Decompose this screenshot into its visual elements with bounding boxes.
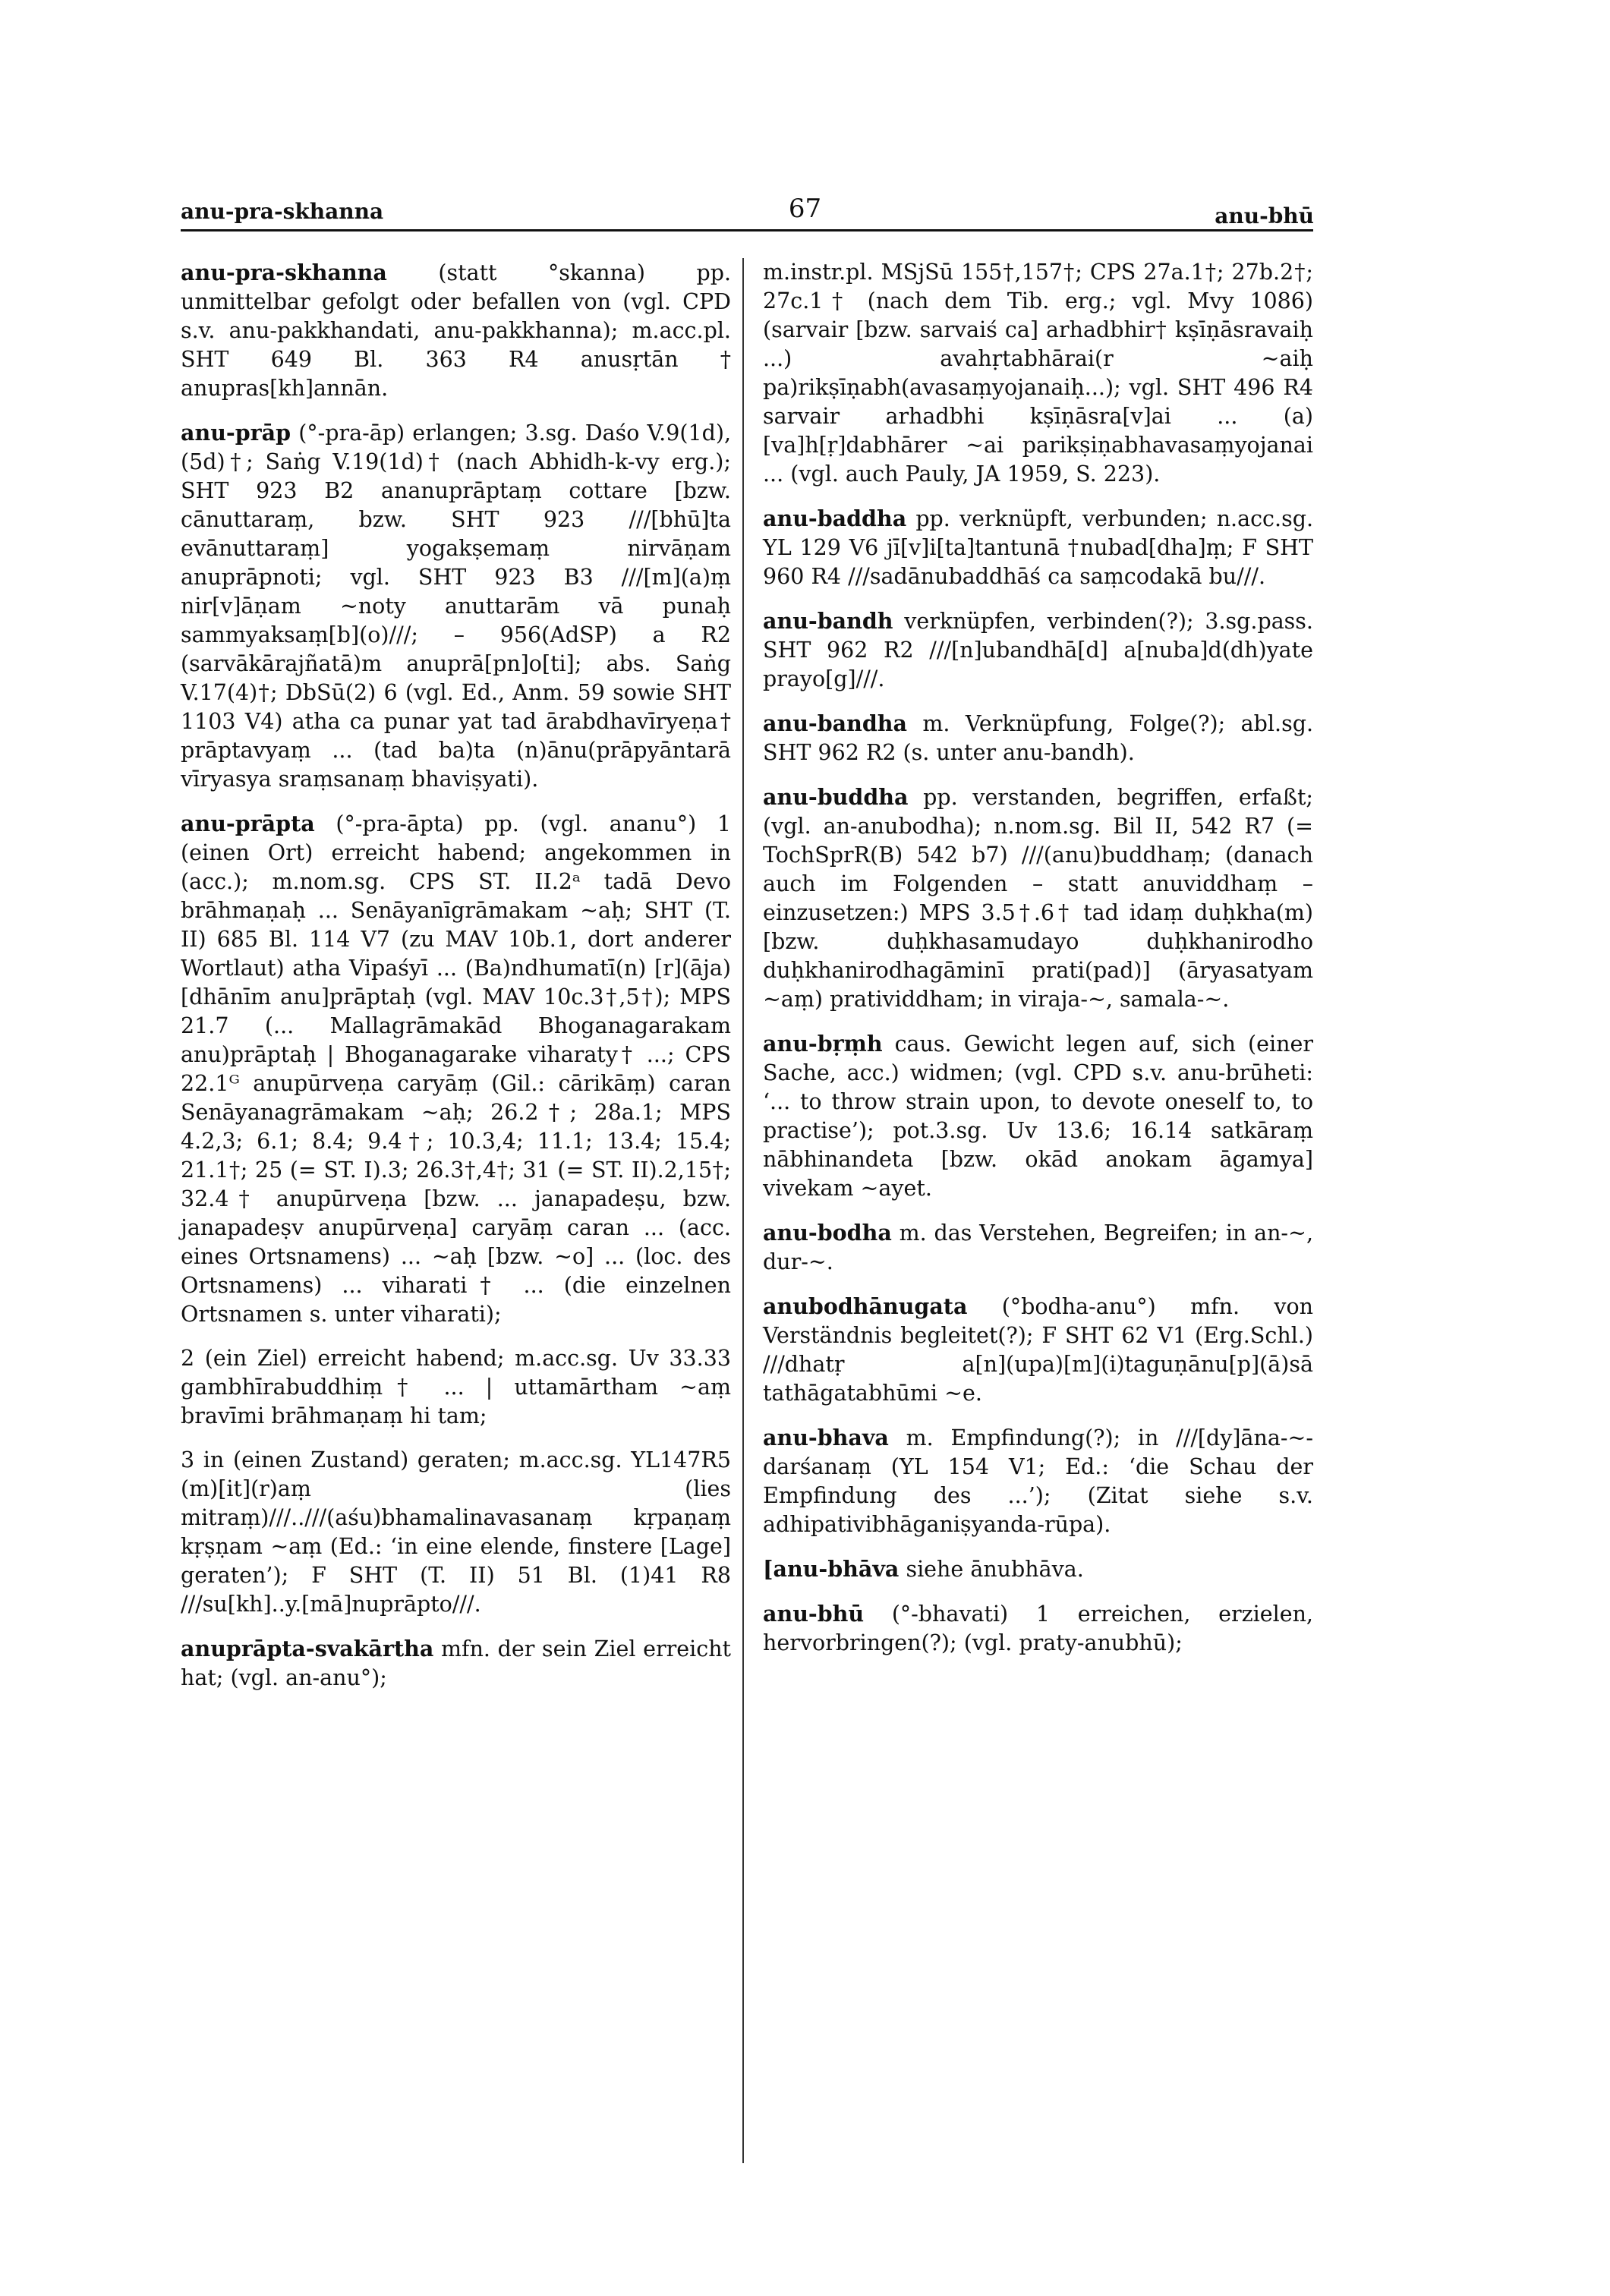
entry-text: m.instr.pl. MSjSū 155†,157†; CPS 27a.1†; 27b.2†; 27c.1† (nach dem Tib. erg.; vgl. Mvy 1086) (sarvair [bzw. sarvaiś ca] arhadbhir† kṣīṇāsravaiḥ ...) avahṛtabhārai(r ~aiḥ pa)rikṣīṇabh(avasaṃyojanaiḥ...); vgl. SHT 496 R4 sarvair arhadbhi kṣīṇāsra[v]ai ... (a)[va]h[ṛ]dabhārer ~ai parikṣiṇabhavasaṃyojanai ... (vgl. auch Pauly, JA 1959, S. 223). <box>763 260 1313 487</box>
headword: anu-bandh <box>763 608 893 634</box>
headword: anu-baddha <box>763 505 907 531</box>
entry <box>763 1292 1313 1408</box>
entry-text: (°bodha-anu°) mfn. von Verständnis begleitet(?); F SHT 62 V1 (Erg.Schl.) ///dhatṛ a[n](upa)[m](i)taguṇānu[p](ā)sā tathāgatabhūmi ~e. <box>763 1294 1313 1406</box>
running-head-right: anu-bhū <box>1215 203 1314 228</box>
entry <box>763 504 1313 591</box>
headword: anu-bhū <box>763 1601 865 1627</box>
entry <box>763 709 1313 767</box>
entry <box>763 1423 1313 1539</box>
entry-text: (°-pra-āpta) pp. (vgl. ananu°) 1 (einen Ort) erreicht habend; angekommen in (acc.); m.nom.sg. CPS ST. II.2ᵃ tadā Devo brāhmaṇaḥ ... Senāyanīgrāmakam ~aḥ; SHT (T. II) 685 Bl. 114 V7 (zu MAV 10b.1, dort anderer Wortlaut) atha Vipaśyī ... (Ba)ndhumatī(n) [r](āja)[dhānīm anu]prāptaḥ (vgl. MAV 10c.3†,5†); MPS 21.7 (... Mallagrāmakād Bhoganagarakam anu)prāptaḥ | Bhoganagarake viharaty† ...; CPS 22.1ᴳ anupūrveṇa caryāṃ (Gil.: cārikāṃ) caran Senāyanagrāmakam ~aḥ; 26.2†; 28a.1; MPS 4.2,3; 6.1; 8.4; 9.4†; 10.3,4; 11.1; 13.4; 15.4; 21.1†; 25 (= ST. I).3; 26.3†,4†; 31 (= ST. II).2,15†; 32.4† anupūrveṇa [bzw. ... janapadeṣu, bzw. janapadeṣv anupūrveṇa] caryāṃ caran ... (acc. eines Ortsnamens) ... ~aḥ [bzw. ~o] ... (loc. des Ortsnamens) ... viharati† ... (die einzelnen Ortsnamen s. unter viharati); <box>181 811 731 1327</box>
entry-text: pp. verknüpft, verbunden; n.acc.sg. YL 129 V6 jī[v]i[ta]tantunā †nubad[dha]ṃ; F SHT 960 R4 ///sadānubaddhāś ca saṃcodakā bu///. <box>763 506 1314 589</box>
entry <box>763 606 1313 694</box>
entry <box>763 1599 1313 1658</box>
entry-text: caus. Gewicht legen auf, sich (einer Sache, acc.) widmen; (vgl. CPD s.v. anu-brūheti: ‘... to throw strain upon, to devote oneself to, to practise’); pot.3.sg. Uv 13.6; 16.14 satkāraṃ nābhinandeta [bzw. okād anokam āgamya] vivekam ~ayet. <box>763 1031 1314 1201</box>
header-rule <box>181 229 1313 231</box>
headword: anu-bhava <box>763 1425 889 1450</box>
headword: anu-bodha <box>763 1220 892 1246</box>
entry-text: m. Verknüpfung, Folge(?); abl.sg. SHT 962 R2 (s. unter anu-bandh). <box>763 711 1314 765</box>
entry <box>763 783 1313 1014</box>
entry-text: siehe ānubhāva. <box>906 1557 1084 1582</box>
entry-continuation <box>763 258 1313 489</box>
right-column <box>763 258 1313 1673</box>
headword: anuprāpta-svakārtha <box>181 1636 434 1661</box>
entry <box>763 1554 1313 1584</box>
entry <box>181 258 731 403</box>
entry-text: (°-pra-āp) erlangen; 3.sg. Daśo V.9(1d),(5d)†; Saṅg V.19(1d)† (nach Abhidh-k-vy erg.); SHT 923 B2 ananuprāptaṃ cottare [bzw. cānuttaraṃ, bzw. SHT 923 ///[bhū]ta evānuttaraṃ] yogakṣemaṃ nirvāṇam anuprāpnoti; vgl. SHT 923 B3 ///[m](a)ṃ nir[v]āṇam ~noty anuttarām vā punaḥ sammyaksaṃ[b](o)///; – 956(AdSP) a R2 (sarvākārajñatā)m anuprā[pn]o[ti]; abs. Saṅg V.17(4)†; DbSū(2) 6 (vgl. Ed., Anm. 59 sowie SHT 1103 V4) atha ca punar yat tad ārabdhavīryeṇa† prāptavyaṃ ... (tad ba)ta (n)ānu(prāpyāntarā vīryasya sraṃsanaṃ bhaviṣyati). <box>181 420 731 792</box>
left-column <box>181 258 731 1708</box>
entry-text: mfn. der sein Ziel erreicht hat; (vgl. an-anu°); <box>181 1636 731 1690</box>
entry <box>181 809 731 1329</box>
entry-text: (statt °skanna) pp. unmittelbar gefolgt oder befallen von (vgl. CPD s.v. anu-pakkhandati, anu-pakkhanna); m.acc.pl. SHT 649 Bl. 363 R4 anusṛtān † anupras[kh]annān. <box>181 260 732 401</box>
running-head-left: anu-pra-skhanna <box>181 199 384 224</box>
headword: anu-prāp <box>181 420 291 446</box>
entry-text: 3 in (einen Zustand) geraten; m.acc.sg. YL147R5 (m)[it](r)aṃ (lies mitraṃ)///..///(aśu)bhamalinavasanaṃ kṛpaṇaṃ kṛṣṇam ~aṃ (Ed.: ‘in eine elende, finstere [Lage] geraten’); F SHT (T. II) 51 Bl. (1)41 R8 ///su[kh]..y.[mā]nuprāpto///. <box>181 1447 731 1617</box>
entry-text: (°-bhavati) 1 erreichen, erzielen, hervorbringen(?); (vgl. praty-anubhū); <box>763 1602 1313 1655</box>
headword: anu-buddha <box>763 784 909 810</box>
column-divider <box>742 258 744 2163</box>
entry-text: verknüpfen, verbinden(?); 3.sg.pass. SHT 962 R2 ///[n]ubandhā[d] a[nuba]d(dh)yate prayo[g]///. <box>763 609 1313 691</box>
headword: anu-prāpta <box>181 811 315 836</box>
entry-text: 2 (ein Ziel) erreicht habend; m.acc.sg. Uv 33.33 gambhīrabuddhiṃ† ... | uttamārtham ~aṃ bravīmi brāhmaṇaṃ hi tam; <box>181 1346 731 1428</box>
entry <box>763 1029 1313 1203</box>
headword: [anu-bhāva <box>763 1556 900 1582</box>
entry <box>763 1218 1313 1277</box>
entry-text: m. Empfindung(?); in ///[dy]āna-~-darśanaṃ (YL 154 V1; Ed.: ‘die Schau der Empfindung des ...’); (Zitat siehe s.v. adhipativibhāganiṣyanda-rūpa). <box>763 1425 1313 1537</box>
entry <box>181 1634 731 1693</box>
entry-sense <box>181 1344 731 1431</box>
headword: anu-pra-skhanna <box>181 260 387 285</box>
entry <box>181 418 731 794</box>
headword: anu-bandha <box>763 710 907 736</box>
entry-text: pp. verstanden, begriffen, erfaßt; (vgl. an-anubodha); n.nom.sg. Bil II, 542 R7 (= TochSprR(B) 542 b7) ///(anu)buddhaṃ; (danach auch im Folgenden – statt anuviddhaṃ – einzusetzen:) MPS 3.5†.6† tad idaṃ duḥkha(m) [bzw. duḥkhasamudayo duḥkhanirodho duḥkhanirodhagāminī prati(pad)] (āryasatyam ~aṃ) pratividdham; in viraja-~, samala-~. <box>763 785 1313 1012</box>
entry-text: m. das Verstehen, Begreifen; in an-~, dur-~. <box>763 1220 1314 1274</box>
headword: anu-bṛṃh <box>763 1031 883 1057</box>
entry-sense <box>181 1446 731 1619</box>
page-number: 67 <box>788 194 822 224</box>
headword: anubodhānugata <box>763 1293 968 1319</box>
